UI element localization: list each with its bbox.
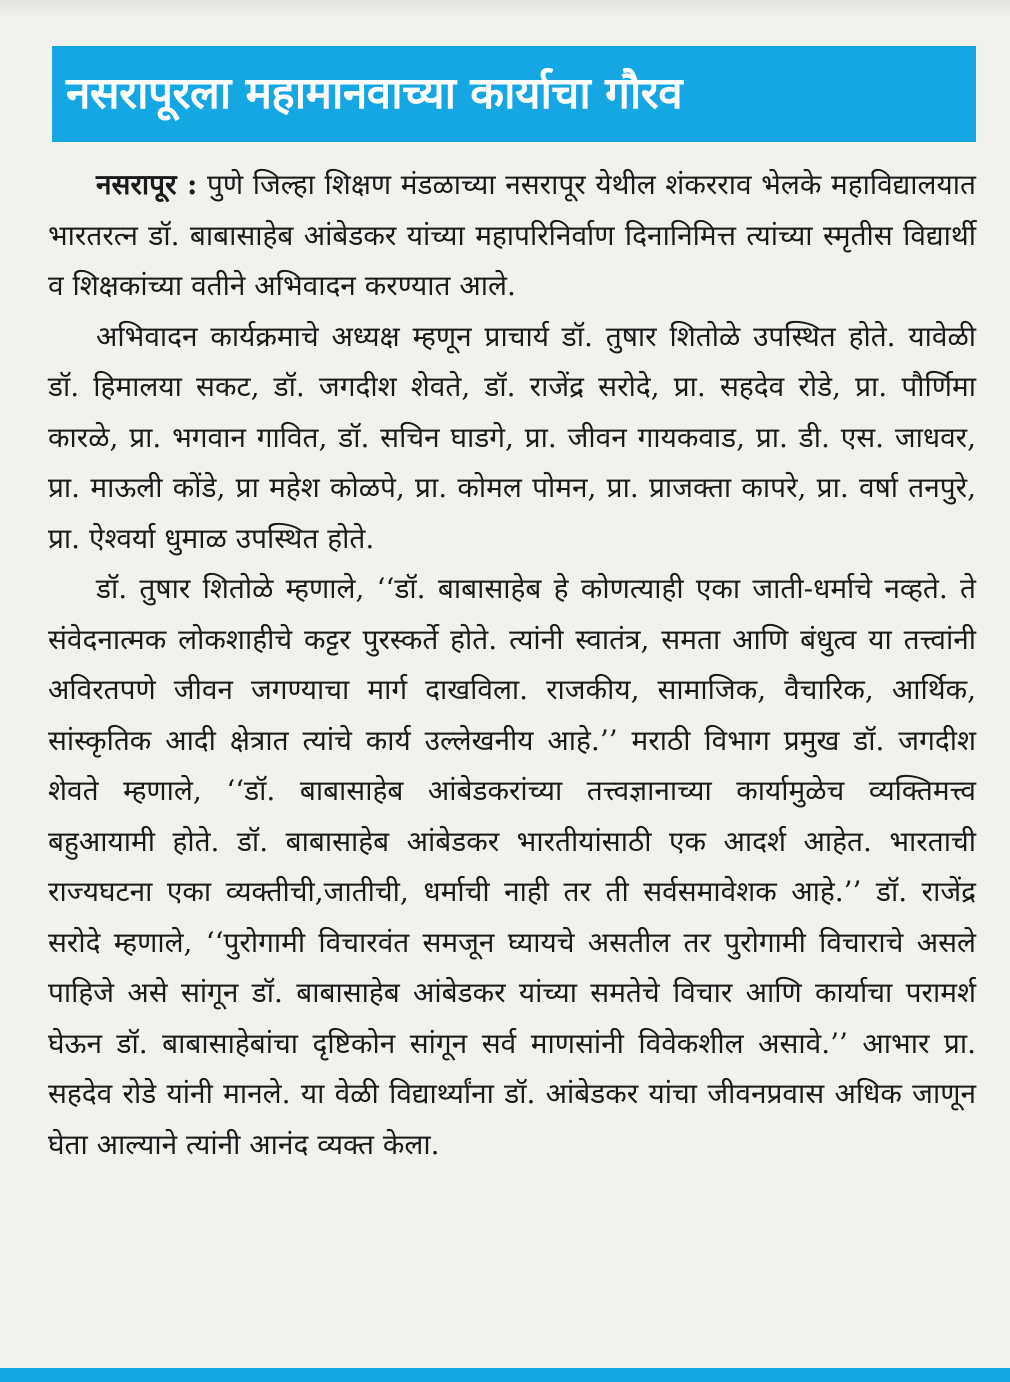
headline-banner xyxy=(52,46,976,142)
article-paragraph-3: डॉ. तुषार शितोळे म्हणाले, ‘‘डॉ. बाबासाहेब हे कोणत्याही एका जाती-धर्माचे नव्हते. ते संवेदनात्मक लोकशाहीचे कट्टर पुरस्कर्ते होते. त्यांनी स्वातंत्र, समता आणि बंधुत्व या तत्त्वांनी अविरतपणे जीवन जगण्याचा मार्ग दाखविला. राजकीय, सामाजिक, वैचारिक, आर्थिक, सांस्कृतिक आदी क्षेत्रात त्यांचे कार्य उल्लेखनीय आहे.’’ मराठी विभाग प्रमुख डॉ. जगदीश शेवते म्हणाले, ‘‘डॉ. बाबासाहेब आंबेडकरांच्या तत्त्वज्ञानाच्या कार्यामुळेच व्यक्तिमत्त्व बहुआयामी होते. डॉ. बाबासाहेब आंबेडकर भारतीयांसाठी एक आदर्श आहेत. भारताची राज्यघटना एका व्यक्तीची,जातीची, धर्माची नाही तर ती सर्वसमावेशक आहे.’’ डॉ. राजेंद्र सरोदे म्हणाले, ‘‘पुरोगामी विचारवंत समजून घ्यायचे असतील तर पुरोगामी विचाराचे असले पाहिजे असे सांगून डॉ. बाबासाहेब आंबेडकर यांच्या समतेचे विचार आणि कार्याचा परामर्श घेऊन डॉ. बाबासाहेबांचा दृष्टिकोन सांगून सर्व माणसांनी विवेकशील असावे.’’ आभार प्रा. सहदेव रोडे यांनी मानले. या वेळी विद्यार्थ्यांना डॉ. आंबेडकर यांचा जीवनप्रवास अधिक जाणून घेता आल्याने त्यांनी आनंद व्यक्त केला. xyxy=(48,572,976,1161)
dateline: नसरापूर : xyxy=(96,168,198,201)
bottom-accent-rule xyxy=(0,1368,1010,1382)
article-paragraph-2: अभिवादन कार्यक्रमाचे अध्यक्ष म्हणून प्राचार्य डॉ. तुषार शितोळे उपस्थित होते. यावेळी डॉ. हिमालया सकट, डॉ. जगदीश शेवते, डॉ. राजेंद्र सरोदे, प्रा. सहदेव रोडे, प्रा. पौर्णिमा कारळे, प्रा. भगवान गावित, डॉ. सचिन घाडगे, प्रा. जीवन गायकवाड, प्रा. डी. एस. जाधवर, प्रा. माऊली कोंडे, प्रा महेश कोळपे, प्रा. कोमल पोमन, प्रा. प्राजक्ता कापरे, प्रा. वर्षा तनपुरे, प्रा. ऐश्वर्या धुमाळ उपस्थित होते. xyxy=(48,319,976,555)
paragraph-1-text: पुणे जिल्हा शिक्षण मंडळाच्या नसरापूर येथील शंकरराव भेलके महाविद्यालयात भारतरत्न डॉ. बाबासाहेब आंबेडकर यांच्या महापरिनिर्वाण दिनानिमित्त त्यांच्या स्मृतीस विद्यार्थी व शिक्षकांच्या वतीने अभिवादन करण्यात आले. xyxy=(48,168,976,302)
clipping-top-edge xyxy=(0,0,1010,18)
headline: नसरापूरला महामानवाच्या कार्याचा गौरव xyxy=(66,67,683,119)
article-body xyxy=(48,160,976,1170)
article-paragraph-1 xyxy=(48,160,976,312)
